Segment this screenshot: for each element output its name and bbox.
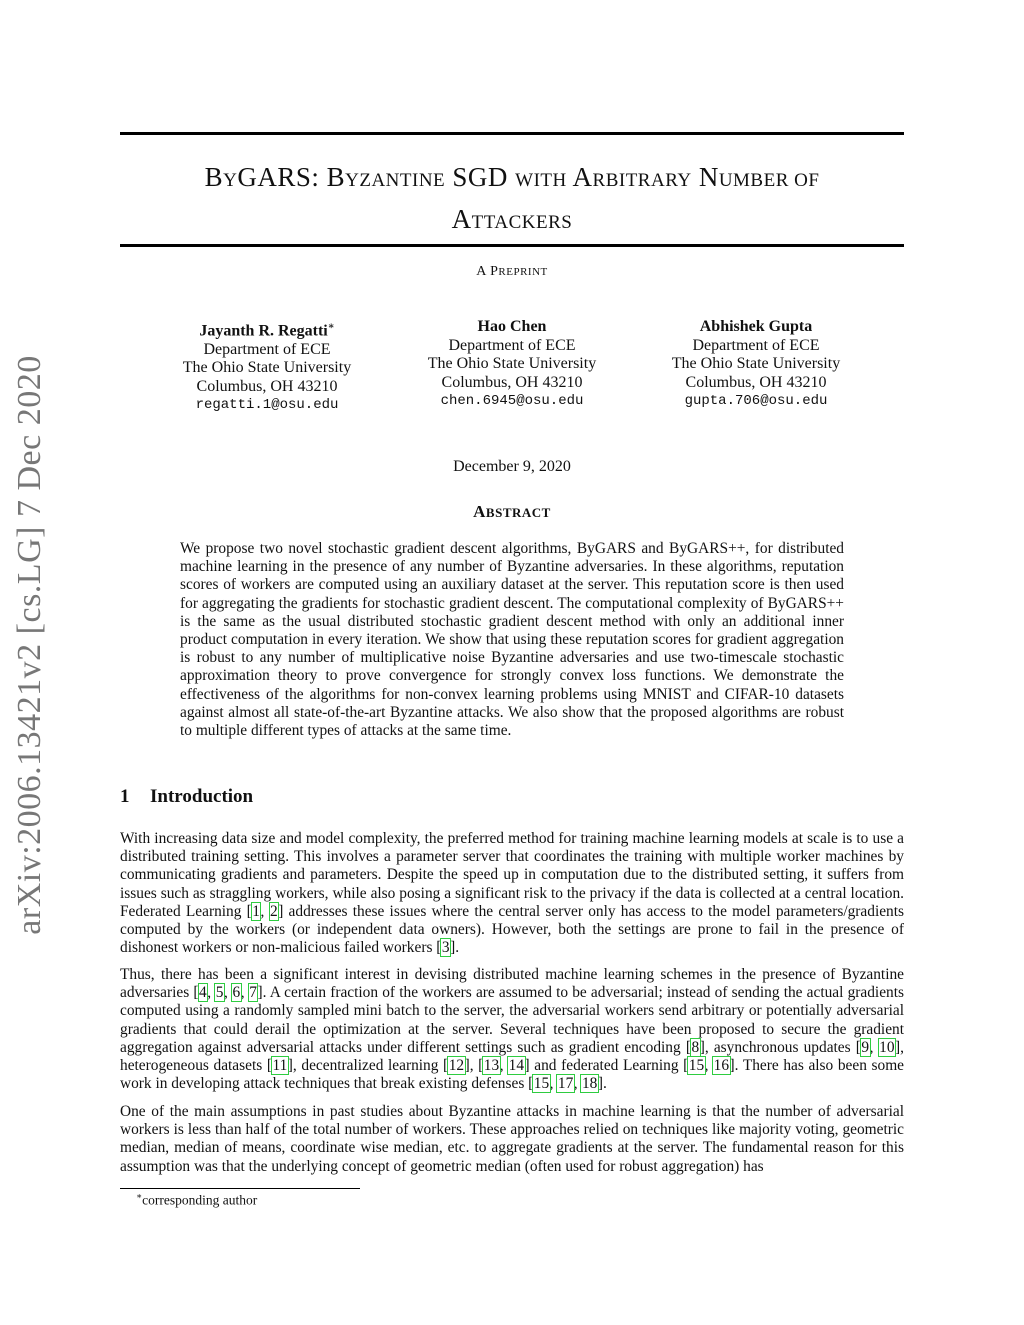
author-department: Department of ECE [203, 340, 331, 358]
title-top-rule [120, 132, 904, 135]
citation-link[interactable]: 2 [270, 902, 278, 920]
author-university: The Ohio State University [671, 355, 841, 372]
citation-link[interactable]: 16 [713, 1057, 730, 1075]
author-name: Jayanth R. Regatti∗ [199, 321, 335, 340]
intro-paragraph-3: One of the main assumptions in past studies about Byzantine attacks in machine learning is that the number of adversarial workers is less than half of the total number of workers. These approaches relied on techniques like majority voting, geometric median, median of means, coordinate wise median, etc. to aggregate gradients at the server. The fundamental reason for this assumption was that the underlying concept of geometric median (often used for robust aggregation) has [120, 1103, 904, 1175]
citation-link[interactable]: 7 [249, 984, 257, 1002]
arxiv-identifier-stamp: arXiv:2006.13421v2 [cs.LG] 7 Dec 2020 [11, 355, 48, 935]
author-block [636, 318, 876, 411]
author-university: The Ohio State University [427, 355, 597, 372]
citation-link[interactable]: 15 [688, 1057, 705, 1075]
citation-link[interactable]: 14 [508, 1057, 525, 1075]
author-name: Hao Chen [477, 318, 547, 335]
author-email[interactable]: regatti.1@osu.edu [195, 397, 339, 414]
author-university: The Ohio State University [182, 359, 352, 377]
citation-link[interactable]: 10 [879, 1038, 895, 1056]
author-block [147, 318, 387, 415]
author-department: Department of ECE [692, 336, 820, 354]
citation-link[interactable]: 15 [533, 1075, 550, 1093]
title-bottom-rule [120, 244, 904, 247]
citation-link[interactable]: 18 [581, 1075, 598, 1093]
citation-link[interactable]: 5 [215, 984, 224, 1002]
citation-link[interactable]: 4 [199, 984, 207, 1002]
citation-link[interactable]: 3 [441, 939, 450, 957]
paper-title [120, 158, 904, 242]
title-line-2: ATTACKERS [451, 204, 573, 234]
citation-link[interactable]: 8 [691, 1038, 700, 1056]
section-heading-introduction: 1 Introduction [120, 786, 254, 807]
citation-link[interactable]: 12 [448, 1057, 465, 1075]
author-email[interactable]: chen.6945@osu.edu [440, 393, 584, 409]
preprint-label: A PREPRINT [476, 264, 548, 279]
author-city: Columbus, OH 43210 [441, 373, 583, 391]
footnote: ∗corresponding author [136, 1191, 258, 1208]
citation-link[interactable]: 6 [232, 984, 241, 1002]
title-line-1: BYGARS: BYZANTINE SGD WITH ARBITRARY NUMBER OF [204, 162, 820, 192]
citation-link[interactable]: 11 [272, 1057, 288, 1075]
intro-paragraph-2: Thus, there has been a significant interest in devising distributed machine learning schemes in the presence of Byzantine adversaries [4, 5, 6, 7]. A certain fraction of the workers are assumed to be adversarial; instead of sending the actual gradients computed using a randomly sampled mini batch to the server, the adversarial workers send arbitrary or potentially adversarial gradients that could derail the optimization at the server. Several techniques have been proposed to secure the gradient aggregation against adversarial attacks under different settings such as gradient encoding [8], asynchronous updates [9, 10], heterogeneous datasets [11], decentralized learning [12], [13, 14] and federated Learning [15, 16]. There has also been some work in developing attack techniques that break existing defenses [15, 17, 18]. [120, 966, 905, 1093]
citation-link[interactable]: 13 [483, 1057, 500, 1075]
author-email[interactable]: gupta.706@osu.edu [684, 393, 828, 409]
author-city: Columbus, OH 43210 [196, 377, 338, 395]
author-name: Abhishek Gupta [699, 318, 813, 335]
citation-link[interactable]: 9 [861, 1038, 870, 1056]
citation-link[interactable]: 17 [557, 1075, 574, 1093]
author-department: Department of ECE [448, 336, 576, 354]
citation-link[interactable]: 1 [252, 902, 260, 920]
author-block [392, 318, 632, 411]
abstract-text: We propose two novel stochastic gradient descent algorithms, ByGARS and ByGARS++, for distributed machine learning in the presence of any number of Byzantine adversaries. In these algorithms, reputation scores of workers are computed using an auxiliary dataset at the server. This reputation score is then used for aggregating the gradients for stochastic gradient descent. The computational complexity of ByGARS++ is the same as the usual distributed stochastic gradient descent method with only an additional inner product computation in every iteration. We show that using these reputation scores for gradient aggregation is robust to any number of multiplicative noise Byzantine adversaries and use two-timescale stochastic approximation theory to prove convergence for strongly convex loss functions. We demonstrate the effectiveness of the algorithms for non-convex learning problems using MNIST and CIFAR-10 datasets against almost all state-of-the-art Byzantine attacks. We also show that the proposed algorithms are robust to multiple different types of attacks at the same time. [180, 540, 844, 740]
intro-paragraph-1: With increasing data size and model complexity, the preferred method for training machine learning models at scale is to use a distributed training setting. This involves a parameter server that coordinates the training with multiple worker machines by communicating gradients and parameters. Despite the speed up in computation due to the distributed setting, it suffers from issues such as straggling workers, while also posing a significant risk to the privacy if the data is collected at a central location. Federated Learning [1, 2] addresses these issues where the central server only has access to the model parameters/gradients computed by the workers (or independent data owners). However, both the settings are prone to fail in the presence of dishonest workers or non-malicious failed workers [3]. [120, 830, 905, 957]
abstract-heading: ABSTRACT [473, 502, 551, 521]
footnote-rule [120, 1188, 360, 1189]
author-city: Columbus, OH 43210 [685, 373, 827, 391]
publication-date: December 9, 2020 [453, 458, 571, 475]
